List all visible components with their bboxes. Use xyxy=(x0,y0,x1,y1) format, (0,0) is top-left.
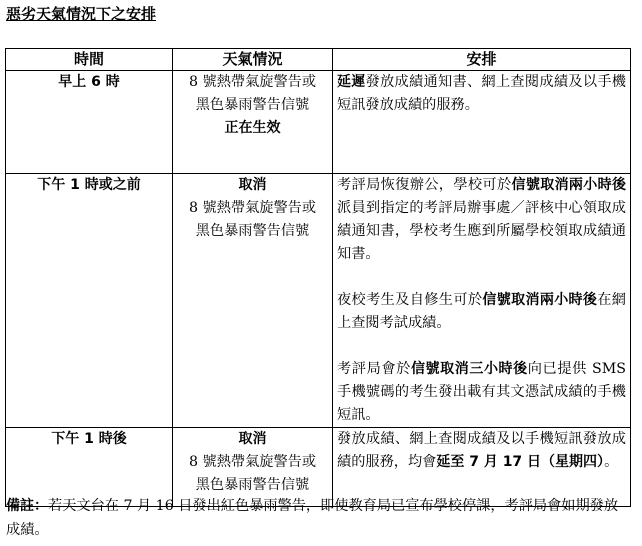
arrangement-emphasis: 延至 7 月 17 日（星期四） xyxy=(436,454,605,470)
weather-line: 黑色暴雨警告信號 xyxy=(195,223,310,239)
arrangement-emphasis: 信號取消三小時後 xyxy=(410,361,528,377)
arrangement-text: 在網上查閱考試成績。 xyxy=(337,292,626,331)
arrangements-table xyxy=(5,48,631,507)
remark-text: 若天文台在 7 月 16 日發出紅色暴雨警告，即使教育局已宣布學校停課，考評局會如期發放成績。 xyxy=(6,498,619,538)
header-arrangement: 安排 xyxy=(333,49,631,71)
arrangement-text: 派員到指定的考評局辦事處／評核中心領取成績通知書，學校考生應到所屬學校領取成績通知書。 xyxy=(337,200,626,262)
weather-line: 黑色暴雨警告信號 xyxy=(195,97,310,113)
remark-label: 備註： xyxy=(6,498,48,514)
table-row xyxy=(6,71,631,174)
weather-line: 8 號熱帶氣旋警告或 xyxy=(188,454,317,470)
document-title: 惡劣天氣情況下之安排 xyxy=(6,5,157,23)
arrangement-emphasis: 信號取消兩小時後 xyxy=(511,177,626,193)
weather-status: 正在生效 xyxy=(224,120,281,136)
arrangement-text: 發放成績通知書、網上查閱成績及以手機短訊發放成績的服務。 xyxy=(337,74,626,113)
weather-cell xyxy=(173,174,333,428)
arrangement-text: 。 xyxy=(604,454,619,470)
table-row xyxy=(6,174,631,428)
weather-line: 黑色暴雨警告信號 xyxy=(195,477,310,493)
weather-cell xyxy=(173,71,333,174)
time-cell: 早上 6 時 xyxy=(6,71,173,174)
arrangement-cell xyxy=(333,174,631,428)
table-header-row xyxy=(6,49,631,71)
arrangement-paragraph xyxy=(337,289,626,335)
arrangement-cell xyxy=(333,71,631,174)
arrangement-text: 考評局恢復辦公，學校可於 xyxy=(337,177,512,193)
time-cell: 下午 1 時或之前 xyxy=(6,174,173,428)
arrangement-paragraph xyxy=(337,71,626,117)
arrangement-paragraph xyxy=(337,428,626,474)
header-weather: 天氣情況 xyxy=(173,49,333,71)
weather-status: 取消 xyxy=(238,177,267,193)
arrangement-emphasis: 延遲 xyxy=(337,74,366,90)
arrangement-text: 發放成績、網上查閱成績及以手機短訊發放成績的服務，均會 xyxy=(337,431,626,470)
weather-line: 8 號熱帶氣旋警告或 xyxy=(188,74,317,90)
arrangement-paragraph xyxy=(337,358,626,427)
arrangement-paragraph xyxy=(337,174,626,266)
remark xyxy=(6,494,632,542)
weather-status: 取消 xyxy=(238,431,267,447)
arrangement-text: 向已提供 SMS 手機號碼的考生發出載有其文憑試成績的手機短訊。 xyxy=(337,361,626,423)
arrangement-text: 夜校考生及自修生可於 xyxy=(337,292,483,308)
time-cell: 下午 1 時後 xyxy=(6,428,173,507)
arrangement-text: 考評局會於 xyxy=(337,361,411,377)
weather-line: 8 號熱帶氣旋警告或 xyxy=(188,200,317,216)
arrangement-emphasis: 信號取消兩小時後 xyxy=(482,292,598,308)
header-time: 時間 xyxy=(6,49,173,71)
